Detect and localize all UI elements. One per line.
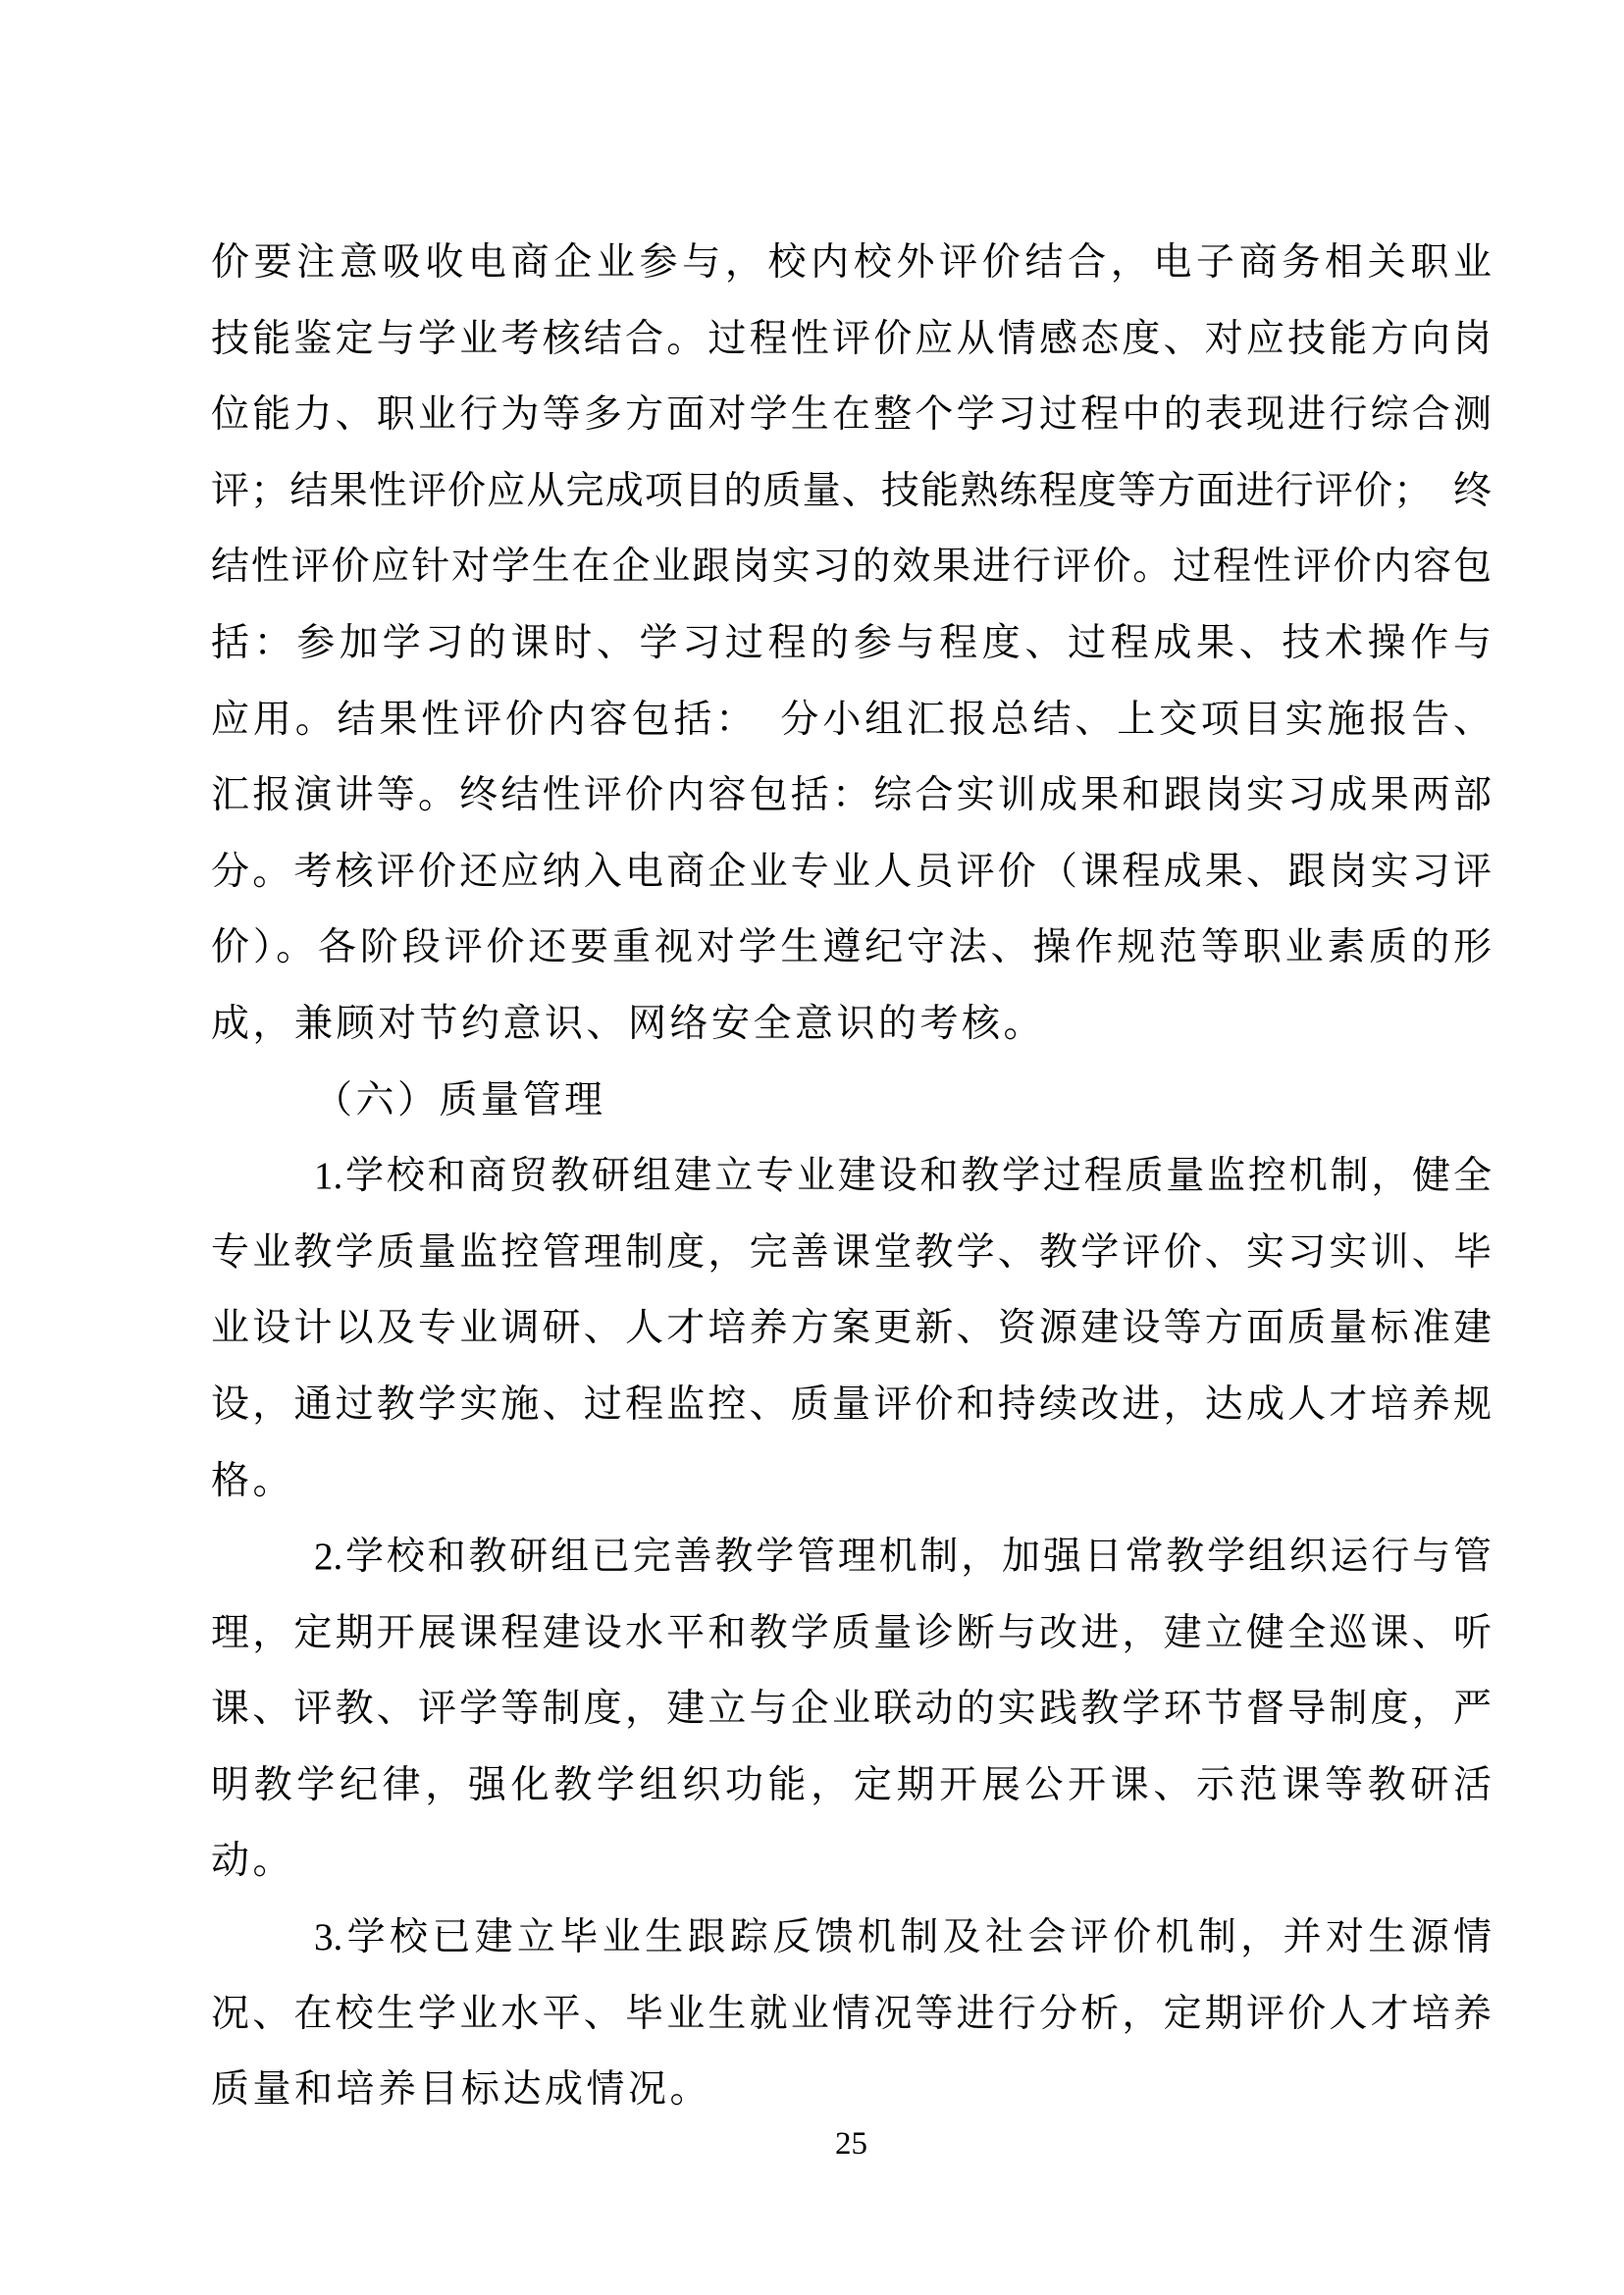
text-line: 价要注意吸收电商企业参与，校内校外评价结合，电子商务相关职业 (211, 241, 1492, 284)
text-line: 1.学校和商贸教研组建立专业建设和教学过程质量监控机制，健全 (314, 1155, 1492, 1198)
section-heading: （六）质量管理 (314, 1078, 606, 1121)
text-line: 明教学纪律，强化教学组织功能，定期开展公开课、示范课等教研活 (211, 1763, 1492, 1806)
text-line: 成，兼顾对节约意识、网络安全意识的考核。 (211, 1002, 1046, 1045)
text-line: 价）。各阶段评价还要重视对学生遵纪守法、操作规范等职业素质的形 (211, 926, 1492, 969)
text-line: 分。考核评价还应纳入电商企业专业人员评价（课程成果、跟岗实习评 (211, 850, 1492, 893)
text-line: 理，定期开展课程建设水平和教学质量诊断与改进，建立健全巡课、听 (211, 1611, 1492, 1654)
text-line: 专业教学质量监控管理制度，完善课堂教学、教学评价、实习实训、毕 (211, 1230, 1492, 1274)
text-line: 技能鉴定与学业考核结合。过程性评价应从情感态度、对应技能方向岗 (211, 317, 1492, 360)
text-line: 动。 (211, 1840, 295, 1883)
text-line: 业设计以及专业调研、人才培养方案更新、资源建设等方面质量标准建 (211, 1307, 1492, 1350)
text-line: 质量和培养目标达成情况。 (211, 2068, 712, 2112)
text-line: 结性评价应针对学生在企业跟岗实习的效果进行评价。过程性评价内容包 (211, 546, 1492, 589)
text-line: 评；结果性评价应从完成项目的质量、技能熟练程度等方面进行评价； 终 (211, 469, 1492, 512)
text-line: 设，通过教学实施、过程监控、质量评价和持续改进，达成人才培养规 (211, 1382, 1492, 1426)
text-line: 课、评教、评学等制度，建立与企业联动的实践教学环节督导制度，严 (211, 1688, 1492, 1731)
text-line: 位能力、职业行为等多方面对学生在整个学习过程中的表现进行综合测 (211, 393, 1492, 437)
text-line: 括：参加学习的课时、学习过程的参与程度、过程成果、技术操作与 (211, 621, 1492, 664)
text-line: 2.学校和教研组已完善教学管理机制，加强日常教学组织运行与管 (314, 1536, 1492, 1579)
text-line: 3.学校已建立毕业生跟踪反馈机制及社会评价机制，并对生源情 (314, 1916, 1492, 1959)
text-line: 汇报演讲等。终结性评价内容包括：综合实训成果和跟岗实习成果两部 (211, 774, 1492, 817)
text-line: 况、在校生学业水平、毕业生就业情况等进行分析，定期评价人才培养 (211, 1992, 1492, 2035)
text-block (211, 225, 1492, 2128)
page-number: 25 (835, 2126, 867, 2162)
text-line: 格。 (211, 1459, 295, 1502)
text-line: 应用。结果性评价内容包括： 分小组汇报总结、上交项目实施报告、 (211, 698, 1492, 741)
